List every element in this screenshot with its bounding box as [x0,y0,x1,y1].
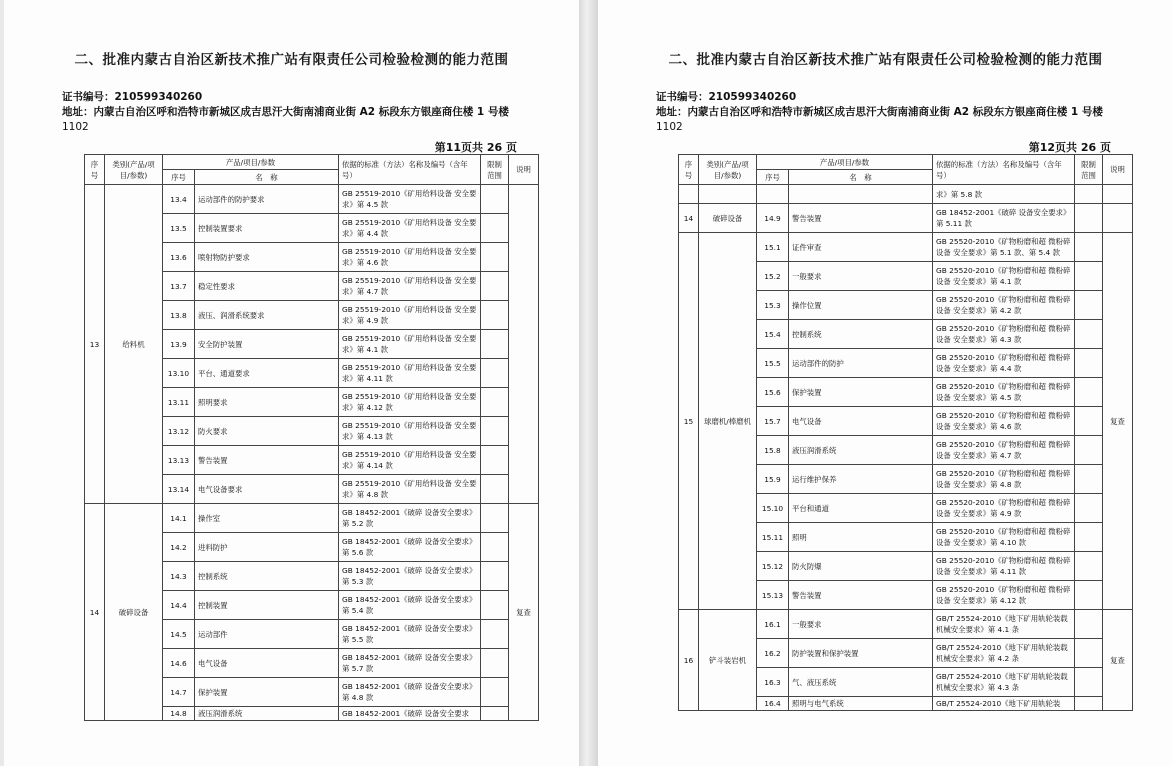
standard-cell: 求》第 5.8 款 [933,185,1075,204]
header-name: 名 称 [789,170,933,185]
header-standard: 依据的标准（方法）名称及编号（含年号） [933,155,1075,185]
standard-cell: GB 18452-2001《破碎 设备安全要求》第 5.3 款 [339,562,481,591]
header-product-param: 产品/项目/参数 [757,155,933,170]
item-number: 15.1 [757,233,789,262]
item-number: 14.5 [163,620,195,649]
standard-cell: GB 25519-2010《矿用给料设备 安全要求》第 4.5 款 [339,185,481,214]
standard-cell: GB 25520-2010《矿物粉磨和超 微粉碎设备 安全要求》第 4.7 款 [933,436,1075,465]
limit-cell [1075,407,1103,436]
item-number: 13.14 [163,475,195,504]
item-name: 控制系统 [195,562,339,591]
group-note: 复查 [1103,233,1133,610]
item-name: 防火要求 [195,417,339,446]
item-number: 14.8 [163,707,195,721]
header-limit: 限制范围 [1075,155,1103,185]
table-row [679,233,1133,262]
item-number: 15.9 [757,465,789,494]
standard-cell: GB 25520-2010《矿物粉磨和超 微粉碎设备 安全要求》第 4.9 款 [933,494,1075,523]
scope-table [678,154,1133,711]
standard-cell: GB 25520-2010《矿物粉磨和超 微粉碎设备 安全要求》第 4.6 款 [933,407,1075,436]
limit-cell [481,359,509,388]
standard-cell: GB 25520-2010《矿物粉磨和超 微粉碎设备 安全要求》第 5.1 款、第 5.4 款 [933,233,1075,262]
item-name: 控制装置 [195,591,339,620]
header-category: 类别(产品/项目/参数) [699,155,757,185]
table-header [85,155,539,170]
limit-cell [481,504,509,533]
limit-cell [1075,436,1103,465]
limit-cell [1075,581,1103,610]
standard-cell: GB 25519-2010《矿用给料设备 安全要求》第 4.9 款 [339,301,481,330]
limit-cell [1075,349,1103,378]
standard-cell: GB 25520-2010《矿物粉磨和超 微粉碎设备 安全要求》第 4.10 款 [933,523,1075,552]
limit-cell [1075,378,1103,407]
item-name: 喷射物防护要求 [195,243,339,272]
standard-cell: GB 25520-2010《矿物粉磨和超 微粉碎设备 安全要求》第 4.1 款 [933,262,1075,291]
item-name: 安全防护装置 [195,330,339,359]
limit-cell [1075,465,1103,494]
limit-cell [1075,320,1103,349]
item-name: 电气设备 [195,649,339,678]
item-name: 警告装置 [789,204,933,233]
item-name: 稳定性要求 [195,272,339,301]
page-title: 二、批准内蒙古自治区新技术推广站有限责任公司检验检测的能力范围 [74,52,509,68]
limit-cell [1075,494,1103,523]
item-number: 14.6 [163,649,195,678]
item-name: 电气设备要求 [195,475,339,504]
item-number: 13.10 [163,359,195,388]
standard-cell: GB 18452-2001《破碎 设备安全要求》第 5.11 款 [933,204,1075,233]
group-note: 复查 [1103,610,1133,711]
limit-cell [481,214,509,243]
limit-cell [481,446,509,475]
limit-cell [1075,668,1103,697]
standard-cell: GB 25519-2010《矿用给料设备 安全要求》第 4.11 款 [339,359,481,388]
limit-cell [1075,697,1103,711]
item-number: 13.12 [163,417,195,446]
header-limit: 限制范围 [481,155,509,185]
item-number: 15.5 [757,349,789,378]
item-number: 13.4 [163,185,195,214]
header-sub-seq: 序号 [163,170,195,185]
standard-cell: GB 25520-2010《矿物粉磨和超 微粉碎设备 安全要求》第 4.3 款 [933,320,1075,349]
limit-cell [481,301,509,330]
item-number: 16.2 [757,639,789,668]
limit-cell [1075,262,1103,291]
standard-cell: GB 25519-2010《矿用给料设备 安全要求》第 4.13 款 [339,417,481,446]
limit-cell [1075,610,1103,639]
standard-cell: GB 18452-2001《破碎 设备安全要求》第 5.2 款 [339,504,481,533]
limit-cell [1075,639,1103,668]
limit-cell [481,562,509,591]
limit-cell [1075,233,1103,262]
standard-cell: GB 25520-2010《矿物粉磨和超 微粉碎设备 安全要求》第 4.11 款 [933,552,1075,581]
certificate-number: 证书编号：210599340260 [656,91,797,103]
standard-cell: GB/T 25524-2010《地下矿用轨轮装载机械安全要求》第 4.1 条 [933,610,1075,639]
certificate-number: 证书编号：210599340260 [62,91,203,103]
standard-cell: GB 18452-2001《破碎 设备安全要求》第 5.6 款 [339,533,481,562]
standard-cell: GB 25519-2010《矿用给料设备 安全要求》第 4.6 款 [339,243,481,272]
item-number: 15.4 [757,320,789,349]
standard-cell: GB/T 25524-2010《地下矿用轨轮装 [933,697,1075,711]
limit-cell [481,620,509,649]
header-category: 类别(产品/项目/参数) [105,155,163,185]
group-seq: 15 [679,233,699,610]
item-number: 14.3 [163,562,195,591]
table-row [679,204,1133,233]
group-category: 破碎设备 [699,204,757,233]
table-row-continuation [679,185,1133,204]
standard-cell: GB 25519-2010《矿用给料设备 安全要求》第 4.1 款 [339,330,481,359]
limit-cell [481,272,509,301]
item-number: 16.3 [757,668,789,697]
header-seq: 序号 [679,155,699,185]
standard-cell: GB 25519-2010《矿用给料设备 安全要求》第 4.12 款 [339,388,481,417]
standard-cell: GB 25519-2010《矿用给料设备 安全要求》第 4.4 款 [339,214,481,243]
item-number: 13.9 [163,330,195,359]
item-name: 操作位置 [789,291,933,320]
item-name: 电气设备 [789,407,933,436]
item-number: 15.8 [757,436,789,465]
item-name: 进料防护 [195,533,339,562]
header-product-param: 产品/项目/参数 [163,155,339,170]
limit-cell [481,707,509,721]
item-name: 一般要求 [789,262,933,291]
table-row [85,185,539,214]
address-line-2: 1102 [656,121,683,133]
item-number: 14.4 [163,591,195,620]
header-standard: 依据的标准（方法）名称及编号（含年号） [339,155,481,185]
table-row [85,504,539,533]
limit-cell [481,591,509,620]
standard-cell: GB 25519-2010《矿用给料设备 安全要求》第 4.7 款 [339,272,481,301]
address-line: 地址：内蒙古自治区呼和浩特市新城区成吉思汗大街南浦商业街 A2 标段东方银座商住楼 1 号楼 [62,106,509,118]
item-number: 14.1 [163,504,195,533]
page-title: 二、批准内蒙古自治区新技术推广站有限责任公司检验检测的能力范围 [668,52,1103,68]
page-gutter [579,0,598,766]
scope-table [84,154,539,721]
item-number: 15.13 [757,581,789,610]
group-seq: 14 [679,204,699,233]
limit-cell [1075,204,1103,233]
limit-cell [481,678,509,707]
item-number: 15.12 [757,552,789,581]
group-seq: 16 [679,610,699,711]
item-name: 警告装置 [195,446,339,475]
item-name: 平台和通道 [789,494,933,523]
limit-cell [481,185,509,214]
table-row [679,610,1133,639]
item-name: 操作室 [195,504,339,533]
limit-cell [1075,523,1103,552]
item-number: 15.7 [757,407,789,436]
item-name: 控制装置要求 [195,214,339,243]
header-seq: 序号 [85,155,105,185]
standard-cell: GB 25519-2010《矿用给料设备 安全要求》第 4.14 款 [339,446,481,475]
group-note [509,185,539,504]
standard-cell: GB 25520-2010《矿物粉磨和超 微粉碎设备 安全要求》第 4.4 款 [933,349,1075,378]
standard-cell: GB 18452-2001《破碎 设备安全要求》第 5.7 款 [339,649,481,678]
item-name: 液压润滑系统 [789,436,933,465]
header-name: 名 称 [195,170,339,185]
group-category: 破碎设备 [105,504,163,721]
item-number: 13.6 [163,243,195,272]
standard-cell: GB 18452-2001《破碎 设备安全要求 [339,707,481,721]
item-number: 15.10 [757,494,789,523]
header-note: 说明 [509,155,539,185]
item-name: 防护装置和保护装置 [789,639,933,668]
item-name: 液压、润滑系统要求 [195,301,339,330]
limit-cell [481,330,509,359]
item-name: 平台、通道要求 [195,359,339,388]
group-seq: 14 [85,504,105,721]
limit-cell [481,388,509,417]
item-name: 保护装置 [789,378,933,407]
limit-cell [481,533,509,562]
group-note [1103,204,1133,233]
item-name: 照明要求 [195,388,339,417]
standard-cell: GB 25519-2010《矿用给料设备 安全要求》第 4.8 款 [339,475,481,504]
item-name: 警告装置 [789,581,933,610]
item-number: 14.7 [163,678,195,707]
item-name: 证件审查 [789,233,933,262]
group-seq: 13 [85,185,105,504]
page-number: 第11页共 26 页 [434,141,517,154]
item-number: 15.2 [757,262,789,291]
item-name: 控制系统 [789,320,933,349]
group-category: 球磨机/棒磨机 [699,233,757,610]
limit-cell [481,475,509,504]
group-category: 给料机 [105,185,163,504]
item-name: 运动部件的防护要求 [195,185,339,214]
limit-cell [481,243,509,272]
table-header [679,155,1133,170]
item-number: 15.3 [757,291,789,320]
limit-cell [481,649,509,678]
item-name: 照明与电气系统 [789,697,933,711]
group-note: 复查 [509,504,539,721]
address-line: 地址：内蒙古自治区呼和浩特市新城区成吉思汗大街南浦商业街 A2 标段东方银座商住楼 1 号楼 [656,106,1103,118]
item-number: 13.11 [163,388,195,417]
item-number: 13.8 [163,301,195,330]
item-number: 16.1 [757,610,789,639]
standard-cell: GB 25520-2010《矿物粉磨和超 微粉碎设备 安全要求》第 4.12 款 [933,581,1075,610]
standard-cell: GB/T 25524-2010《地下矿用轨轮装载机械安全要求》第 4.3 条 [933,668,1075,697]
item-number: 15.6 [757,378,789,407]
item-name: 气、液压系统 [789,668,933,697]
group-category: 铲斗装岩机 [699,610,757,711]
standard-cell: GB 25520-2010《矿物粉磨和超 微粉碎设备 安全要求》第 4.5 款 [933,378,1075,407]
item-name: 保护装置 [195,678,339,707]
standard-cell: GB 18452-2001《破碎 设备安全要求》第 4.8 款 [339,678,481,707]
standard-cell: GB 25520-2010《矿物粉磨和超 微粉碎设备 安全要求》第 4.8 款 [933,465,1075,494]
item-number: 14.2 [163,533,195,562]
address-line-2: 1102 [62,121,89,133]
item-name: 运动部件 [195,620,339,649]
page-number: 第12页共 26 页 [1028,141,1111,154]
item-number: 13.7 [163,272,195,301]
item-name: 运动部件的防护 [789,349,933,378]
item-number: 14.9 [757,204,789,233]
standard-cell: GB 18452-2001《破碎 设备安全要求》第 5.4 款 [339,591,481,620]
item-name: 一般要求 [789,610,933,639]
standard-cell: GB 18452-2001《破碎 设备安全要求》第 5.5 款 [339,620,481,649]
limit-cell [481,417,509,446]
limit-cell [1075,552,1103,581]
document-page-11 [4,0,579,766]
document-page-12 [598,0,1173,766]
header-sub-seq: 序号 [757,170,789,185]
item-name: 运行维护保养 [789,465,933,494]
standard-cell: GB 25520-2010《矿物粉磨和超 微粉碎设备 安全要求》第 4.2 款 [933,291,1075,320]
limit-cell [1075,291,1103,320]
standard-cell: GB/T 25524-2010《地下矿用轨轮装载机械安全要求》第 4.2 条 [933,639,1075,668]
header-note: 说明 [1103,155,1133,185]
item-number: 16.4 [757,697,789,711]
item-number: 13.5 [163,214,195,243]
item-name: 液压润滑系统 [195,707,339,721]
item-number: 13.13 [163,446,195,475]
item-number: 15.11 [757,523,789,552]
item-name: 照明 [789,523,933,552]
item-name: 防火防爆 [789,552,933,581]
